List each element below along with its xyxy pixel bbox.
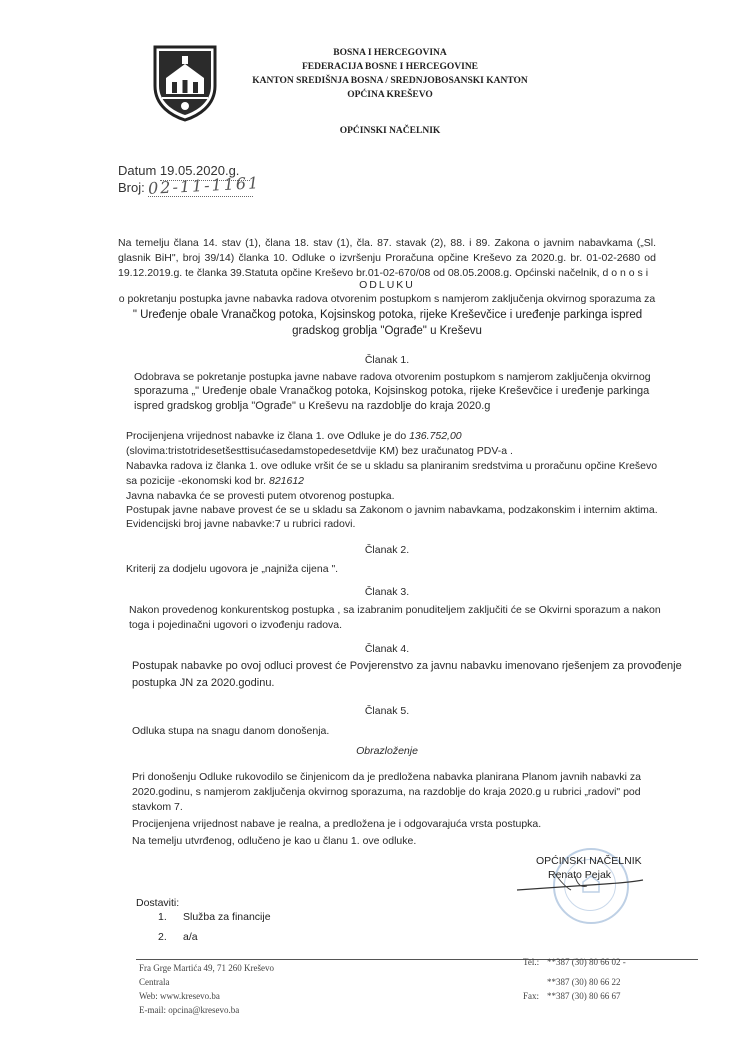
explanation-line-1: Pri donošenju Odluke rukovodilo se činjenicom da je predložena nabavka planirana Planom javnih nabavki za (132, 771, 641, 783)
dostaviti-item-1-text: Služba za financije (183, 911, 271, 923)
header-federation: FEDERACIJA BOSNE I HERCEGOVINE (301, 62, 479, 72)
value-line-5: Javna nabavka će se provesti putem otvorenog postupka. (126, 490, 395, 502)
decision-heading: ODLUKU (359, 279, 415, 291)
article-3-title: Članak 3. (364, 586, 410, 598)
article-4-line-2: postupka JN za 2020.godinu. (132, 677, 275, 689)
explanation-line-4: Procijenjena vrijednost nabave je realna, a predložena je i odgovarajuća vrsta postupka. (132, 818, 542, 830)
econ-code: 821612 (268, 475, 305, 487)
footer-centrala: Centrala (139, 977, 170, 987)
header-country: BOSNA I HERCEGOVINA (333, 48, 447, 58)
article-4-line-1: Postupak nabavke po ovoj odluci provest će Povjerenstvo za javnu nabavku imenovano rješenjem za provođenje (132, 660, 682, 672)
footer-web: Web: www.kresevo.ba (139, 991, 220, 1001)
number-label: Broj: (118, 180, 145, 195)
value-line-7: Evidencijski broj javne nabavke:7 u rubrici radovi. (126, 518, 356, 530)
dostaviti-item-2-num: 2. (158, 931, 167, 943)
value-line-3: Nabavka radova iz članka 1. ove odluke vršit će se u skladu sa planiranim sredstvima u proračunu opčine Kreševo (126, 460, 658, 472)
article-3-line-2: toga i pojedinačni ugovori o izvođenju radova. (129, 619, 343, 631)
footer-fax-label: Fax: (523, 991, 540, 1001)
article-1-title: Članak 1. (364, 354, 410, 366)
signature-title: OPĆINSKI NAČELNIK (536, 855, 642, 867)
explanation-title: Obrazloženje (356, 745, 418, 757)
dostaviti-item-2-text: a/a (183, 931, 198, 943)
econ-code-text: sa pozicije -ekonomski kod br. (126, 475, 269, 487)
article-3-line-1: Nakon provedenog konkurentskog postupka , sa izabranim ponuditeljem zaključiti će se Okvirni sporazum a nakon (129, 604, 661, 616)
article-4-title: Članak 4. (364, 643, 410, 655)
article-5-line-1: Odluka stupa na snagu danom donošenja. (132, 725, 330, 737)
value-line-2: (slovima:tristotridesetšesttisućasedamstopedesetdvije KM) bez uračunatog PDV-a . (126, 445, 513, 457)
header-office: OPĆINSKI NAČELNIK (339, 126, 441, 136)
intro-paragraph: Na temelju člana 14. stav (1), člana 18. stav (1), čla. 87. stavak (2), 88. i 89. Zakona o javnim nabavkama („Sl. glasnik BiH", broj 39/14) članka 10. Odluke o izvršenju Proračuna opčine Kreševo za 2020.g. br. 01-02-2680 od 19.12.2019.g. te članka 39.Statuta opčine Kreševo br.01-02-670/08 od 08.05.2008.g. Općinski načelnik, d o n o s i (118, 237, 656, 279)
value-text: Procijenjena vrijednost nabavke iz člana 1. ove Odluke je do (126, 430, 410, 442)
decision-subtitle-2: " Uređenje obale Vranačkog potoka, Kojsinskog potoka, rijeke Kreševčice i uređenje parkinga ispred (132, 309, 643, 321)
decision-subtitle-3: gradskog groblja "Ograđe" u Kreševu (292, 325, 482, 337)
decision-subtitle-1: o pokretanju postupka javne nabavka radova otvorenim postupkom s namjerom zaključenja okvirnog sporazuma za (118, 293, 656, 305)
value-line-1 (126, 429, 462, 444)
explanation-line-2: 2020.godinu, s namjerom zaključenja okvirnog sporazuma, na razdoblje do kraja 2020.g u rubrici „radovi" pod (132, 786, 641, 798)
footer-tel-label: Tel.: (523, 957, 540, 967)
header-canton: KANTON SREDIŠNJA BOSNA / SREDNJOBOSANSKI KANTON (252, 76, 528, 86)
dostaviti-label: Dostaviti: (136, 897, 180, 909)
footer-email: E-mail: opcina@kresevo.ba (139, 1005, 240, 1015)
explanation-line-3: stavkom 7. (132, 801, 183, 813)
date-label: Datum 19.05.2020.g. (118, 163, 240, 178)
footer-tel-1: **387 (30) 80 66 02 - (547, 957, 626, 967)
footer-address: Fra Grge Martića 49, 71 260 Kreševo (139, 963, 275, 973)
handwritten-signature (515, 868, 645, 903)
article-2-line-1: Kriterij za dodjelu ugovora je „najniža cijena ". (126, 563, 339, 575)
footer-fax: **387 (30) 80 66 67 (547, 991, 621, 1001)
footer-tel-2: **387 (30) 80 66 22 (547, 977, 621, 987)
article-2-title: Članak 2. (364, 544, 410, 556)
number-underline (148, 196, 253, 197)
value-line-4 (126, 474, 304, 489)
dostaviti-item-1-num: 1. (158, 911, 167, 923)
article-1-line-1: Odobrava se pokretanje postupka javne nabave radova otvorenim postupkom s namjerom zaključenja okvirnog (134, 371, 651, 383)
article-5-title: Članak 5. (364, 705, 410, 717)
header-municipality: OPĆINA KREŠEVO (347, 90, 433, 100)
value-amount: 136.752,00 (409, 430, 462, 442)
article-1-line-2: sporazuma „" Uređenje obale Vranačkog potoka, Kojsinskog potoka, rijeke Kreševčice i uređenje parkinga (134, 385, 650, 397)
handwritten-number: 02-11-1161 (147, 173, 261, 198)
explanation-line-5: Na temelju utvrđenog, odlučeno je kao u članu 1. ove odluke. (132, 835, 417, 847)
article-1-line-3: ispred gradskog groblja "Ograđe" u Kreševu na razdoblje do kraja 2020.g (134, 400, 491, 412)
value-line-6: Postupak javne nabave provest će se u skladu sa Zakonom o javnim nabavkama, podzakonskim i internim aktima. (126, 504, 658, 516)
signature-name: Renato Pejak (548, 869, 612, 881)
